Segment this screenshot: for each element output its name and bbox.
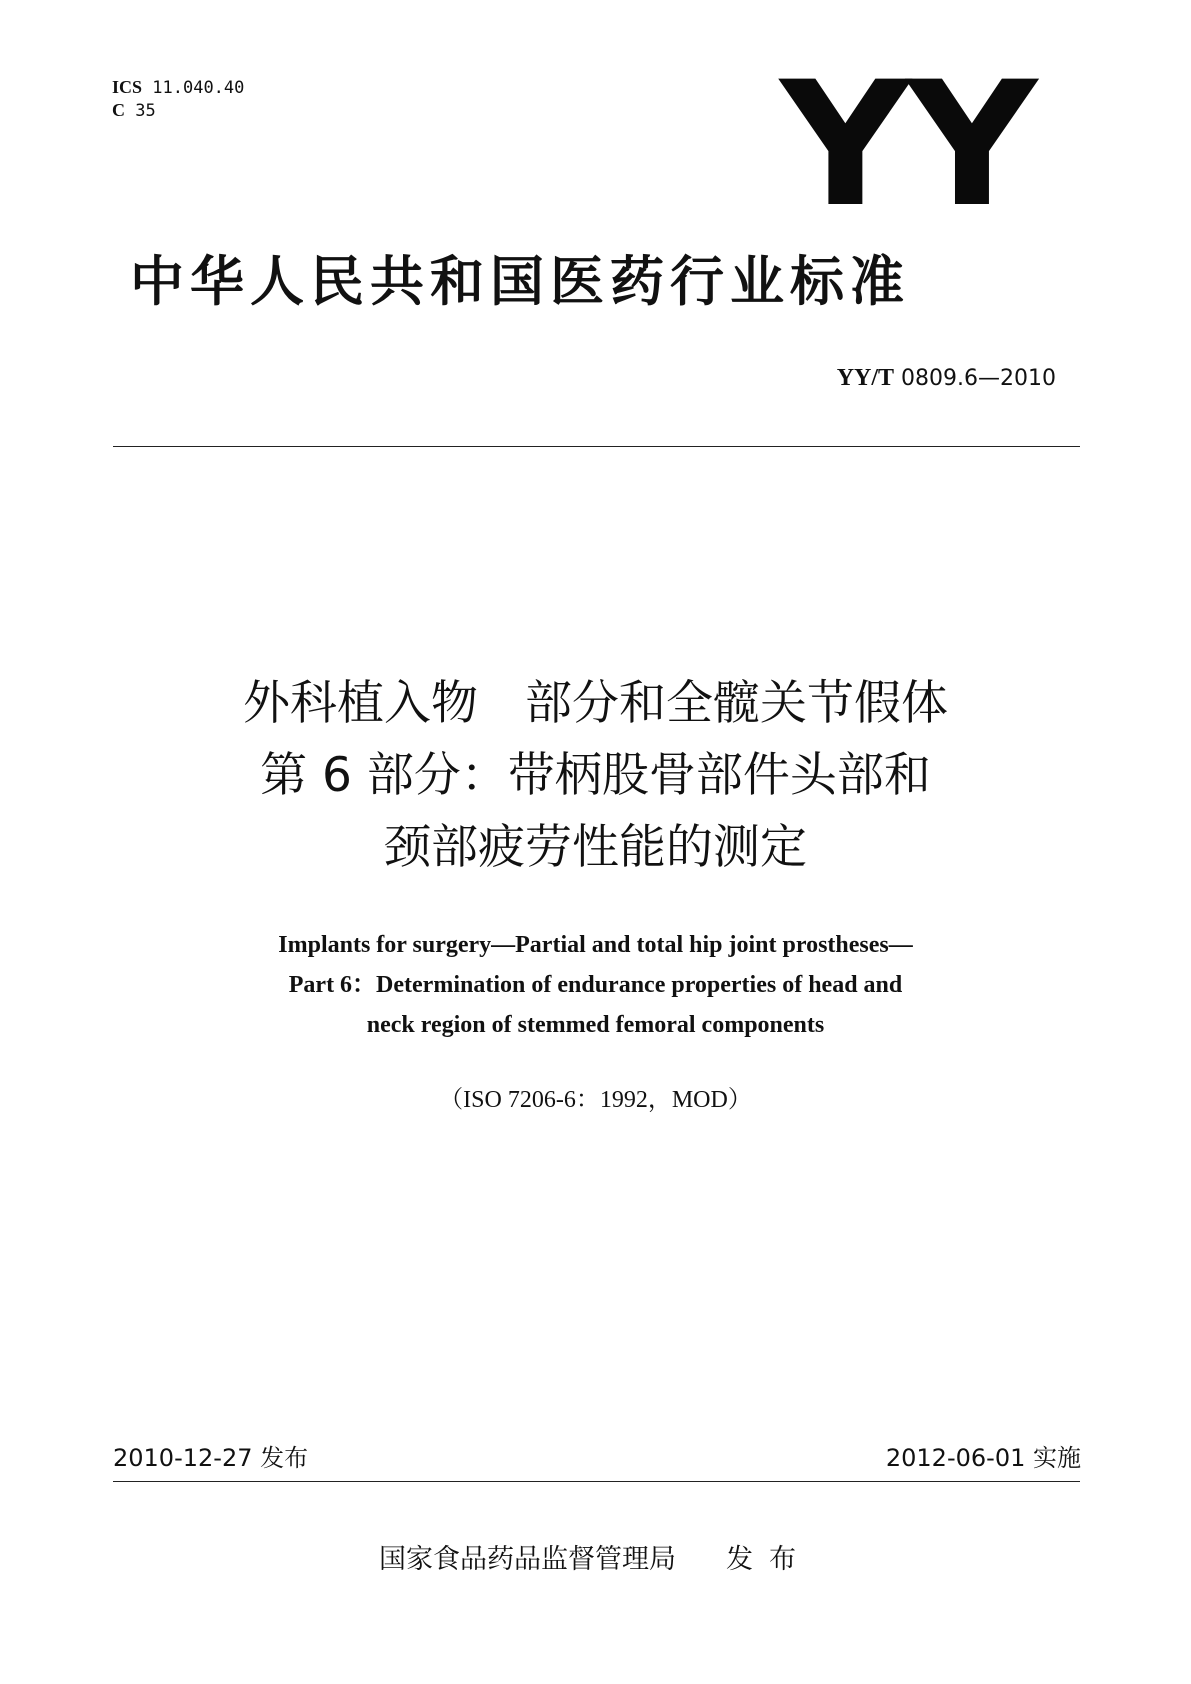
footer-divider xyxy=(113,1481,1080,1482)
ccs-value: 35 xyxy=(135,101,156,121)
chinese-title-line: 第 6 部分：带柄股骨部件头部和 xyxy=(260,748,931,803)
chinese-title-line: 颈部疲劳性能的测定 xyxy=(384,820,807,875)
implementation-date xyxy=(886,1443,1081,1473)
issue-date-value: 2010-12-27 xyxy=(113,1444,253,1472)
ics-value: 11.040.40 xyxy=(152,78,245,98)
standard-prefix: YY/T xyxy=(836,365,895,391)
ccs-label: C xyxy=(112,100,125,120)
implementation-date-value: 2012-06-01 xyxy=(885,1444,1026,1472)
iso-adoption-note: （ISO 7206-6：1992，MOD） xyxy=(439,1087,752,1113)
issue-date xyxy=(113,1443,308,1473)
standard-logo: YY xyxy=(780,44,1034,245)
english-title-line: Implants for surgery—Partial and total hip joint prostheses— xyxy=(278,932,913,958)
chinese-title xyxy=(0,668,1191,884)
agency-title: 中华人民共和国医药行业标准 xyxy=(130,250,910,313)
publisher xyxy=(0,1542,1191,1578)
standard-number xyxy=(837,364,1056,393)
chinese-title-line: 外科植入物 部分和全髋关节假体 xyxy=(243,676,948,731)
english-title xyxy=(0,925,1191,1045)
standard-number-value: 0809.6—2010 xyxy=(901,366,1056,391)
publisher-verb: 发布 xyxy=(726,1544,812,1575)
english-title-line: neck region of stemmed femoral components xyxy=(366,1012,825,1038)
issue-date-label: 发布 xyxy=(260,1444,309,1472)
classification-codes xyxy=(112,76,244,122)
ics-label: ICS xyxy=(112,77,143,97)
english-title-line: Part 6：Determination of endurance properties of head and xyxy=(288,972,903,998)
publisher-name: 国家食品药品监督管理局 xyxy=(379,1544,676,1575)
header-divider xyxy=(113,446,1080,447)
ccs-code xyxy=(112,99,244,122)
implementation-date-label: 实施 xyxy=(1033,1444,1081,1472)
ics-code xyxy=(112,76,244,99)
